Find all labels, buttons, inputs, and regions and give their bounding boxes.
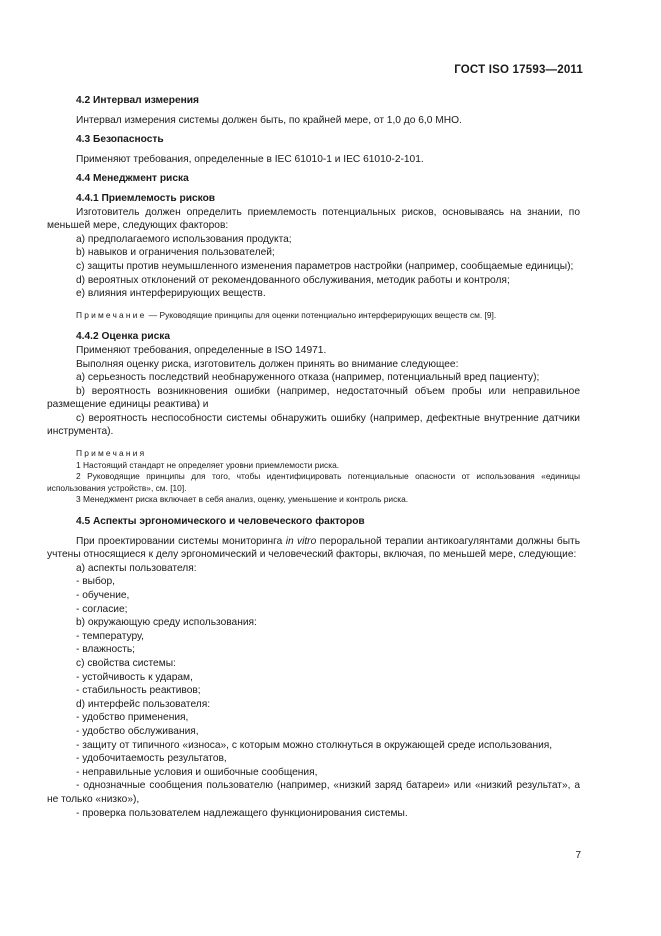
note — [47, 310, 580, 322]
list-item: - стабильность реактивов; — [76, 685, 201, 697]
note-item: 1 Настоящий стандарт не определяет уровни приемлемости риска. — [76, 459, 340, 470]
section-heading-4-4-2: 4.4.2 Оценка риска — [76, 331, 171, 343]
notes-label: Примечания — [76, 448, 147, 459]
list-item: c) вероятность неспособности системы обнаружить ошибку (например, дефектные внутренние датчики инструмента). — [47, 412, 580, 438]
paragraph: Изготовитель должен определить приемлемость потенциальных рисков, основываясь на знании, по меньшей мере, следующих факторов: — [47, 206, 580, 232]
list-item: - проверка пользователем надлежащего функционирования системы. — [76, 807, 408, 819]
section-heading-4-4: 4.4 Менеджмент риска — [76, 173, 189, 185]
list-item: c) свойства системы: — [76, 657, 176, 669]
list-item: - влажность; — [76, 644, 136, 656]
note-item: 2 Руководящие принципы для того, чтобы идентифицировать потенциальные опасности от использования «единицы использования устройств», см. [10]. — [47, 471, 580, 493]
list-item: - обучение, — [76, 590, 130, 601]
paragraph: Применяют требования, определенные в IEC 61010-1 и IEC 61010-2-101. — [76, 153, 424, 165]
section-heading-4-4-1: 4.4.1 Приемлемость рисков — [76, 192, 216, 204]
note-text: — Руководящие принципы для оценки потенциально интерферирующих веществ см. [9]. — [146, 309, 497, 320]
list-item: b) окружающую среду использования: — [76, 617, 257, 629]
paragraph: Выполняя оценку риска, изготовитель должен принять во внимание следующее: — [76, 358, 459, 370]
document-header: ГОСТ ISO 17593—2011 — [454, 64, 583, 76]
list-item: - согласие; — [76, 603, 128, 615]
list-item: - неправильные условия и ошибочные сообщения, — [76, 766, 318, 778]
emphasis: in vitro — [285, 535, 317, 547]
list-item: - температуру, — [76, 630, 144, 642]
list-item: а) предполагаемого использования продукта; — [76, 233, 292, 245]
list-item: d) вероятных отклонений от рекомендованного обслуживания, методик работы и контроля; — [76, 274, 510, 286]
section-heading-4-3: 4.3 Безопасность — [76, 134, 164, 146]
paragraph: Применяют требования, определенные в ISO 14971. — [76, 344, 327, 356]
list-item: - удобство обслуживания, — [76, 725, 199, 737]
page-number: 7 — [575, 850, 581, 861]
note-item: 3 Менеджмент риска включает в себя анализ, оценку, уменьшение и контроль риска. — [76, 494, 409, 505]
section-heading-4-5: 4.5 Аспекты эргономического и человеческого факторов — [76, 516, 365, 528]
list-item: e) влияния интерферирующих веществ. — [76, 288, 266, 300]
section-heading-4-2: 4.2 Интервал измерения — [76, 95, 199, 106]
paragraph: Интервал измерения системы должен быть, по крайней мере, от 1,0 до 6,0 МНО. — [76, 114, 462, 126]
list-item: b) вероятность возникновения ошибки (например, недостаточный объем пробы или неправильное размещение единицы реактива) и — [47, 385, 580, 411]
note-label: Примечание — [76, 309, 147, 320]
list-item: - устойчивость к ударам, — [76, 671, 193, 683]
list-item: - удобство применения, — [76, 712, 189, 724]
page-content — [47, 94, 580, 820]
list-item: c) защиты против неумышленного изменения параметров настройки (например, сообщаемые единицы); — [76, 260, 574, 272]
list-item: - защиту от типичного «износа», с которым можно столкнуться в окружающей среде использования, — [76, 739, 553, 751]
list-item: d) интерфейс пользователя: — [76, 698, 211, 710]
list-item: - выбор, — [76, 576, 115, 588]
list-item: b) навыков и ограничения пользователей; — [76, 247, 275, 259]
paragraph: При проектировании системы мониторинга in vitro пероральной терапии антикоагулянтами должны быть учтены относящиеся к делу эргономический и человеческий факторы, включая, по меньшей мере, следующие: — [47, 535, 581, 561]
list-item: а) аспекты пользователя: — [76, 562, 197, 574]
list-item: а) серьезность последствий необнаруженного отказа (например, потенциальный вред пациенту); — [76, 372, 540, 384]
list-item: - удобочитаемость результатов, — [76, 753, 227, 765]
list-item: - однозначные сообщения пользователю (например, «низкий заряд батареи» или «низкий результат», а не только «низко»), — [47, 780, 580, 805]
